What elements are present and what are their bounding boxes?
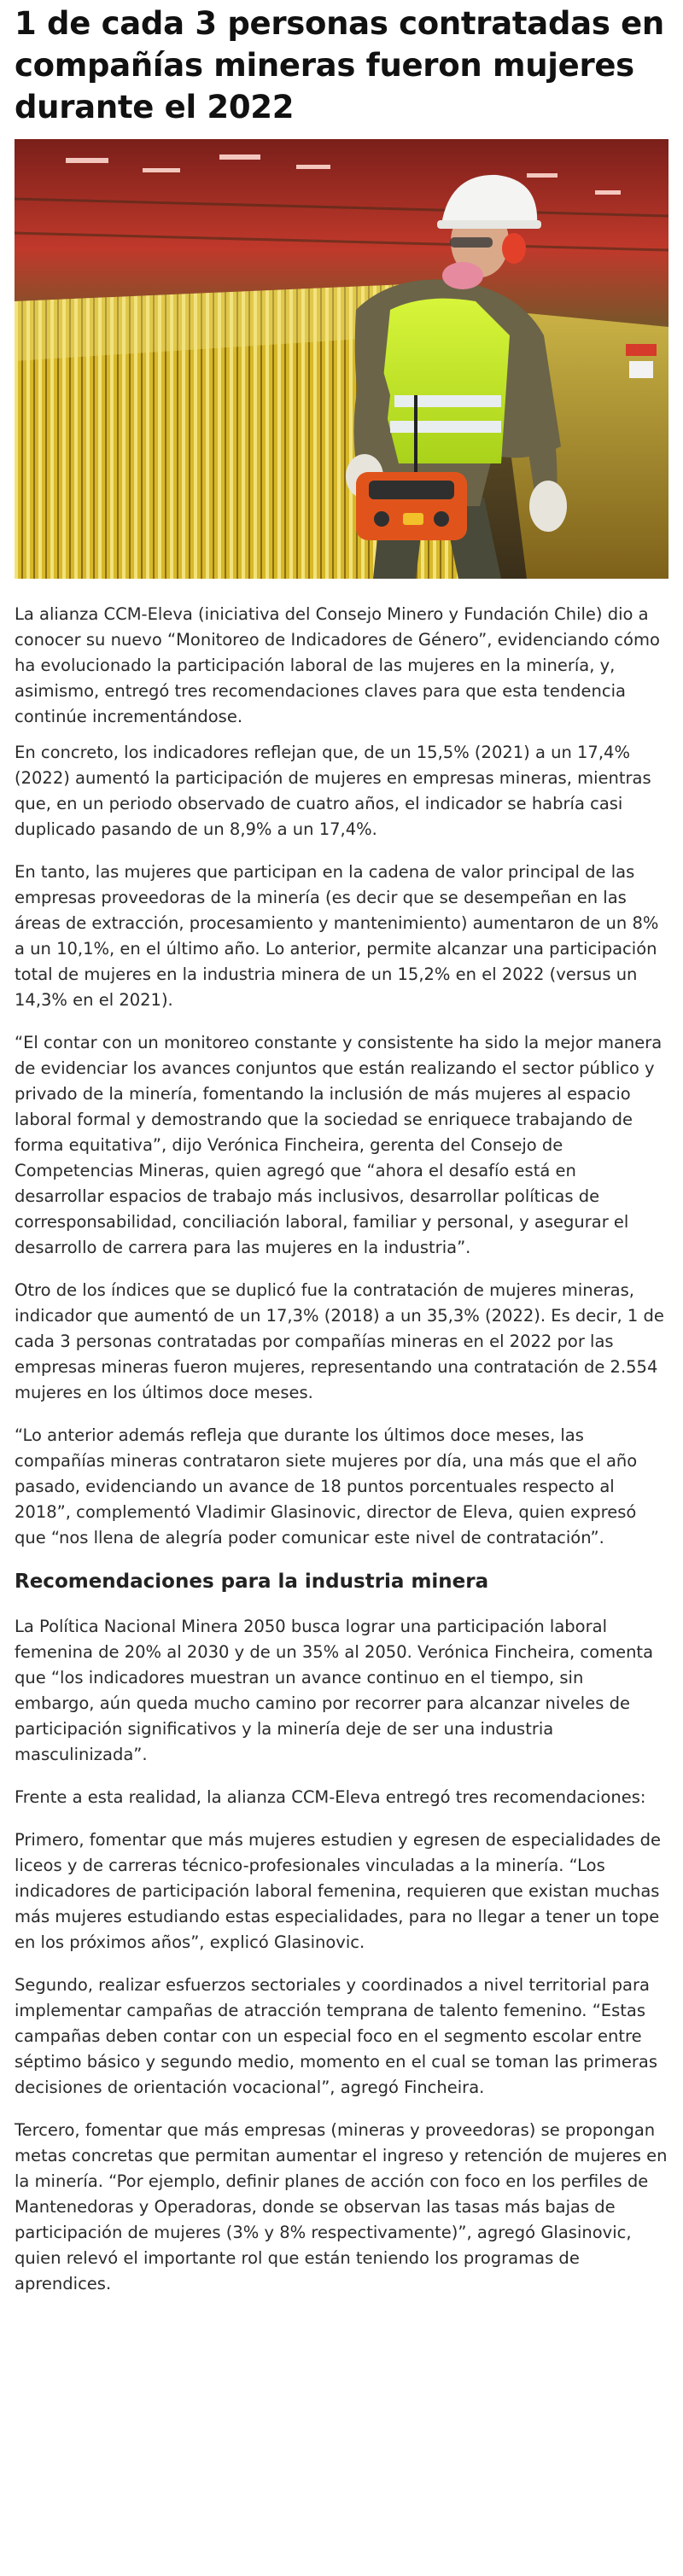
paragraph: Otro de los índices que se duplicó fue la contratación de mujeres mineras, indicador que aumentó de un 17,3% (2018) a un 35,3% (2022). Es decir, 1 de cada 3 personas contratadas por compañías mineras en el 2022 por las empresas mineras fueron mujeres, representando una contratación de 2.554 mujeres en los últimos doce meses. [15,1280,664,1402]
paragraph: La alianza CCM-Eleva (iniciativa del Consejo Minero y Fundación Chile) dio a conocer su nuevo “Monitoreo de Indicadores de Género”, evidenciando cómo ha evolucionado la participación laboral de las mujeres en la minería, y, asimismo, entregó tres recomendaciones claves para que esta tendencia continúe incrementándose. [15,604,660,726]
section-heading: Recomendaciones para la industria minera [15,1571,489,1593]
paragraph: Tercero, fomentar que más empresas (mineras y proveedoras) se propongan metas concretas que permitan aumentar el ingreso y retención de mujeres en la minería. “Por ejemplo, definir planes de acción con foco en los perfiles de Mantenedoras y Operadoras, donde se observan las tasas más bajas de participación de mujeres (3% y 8% respectivamente)”, agregó Glasinovic, quien relevó el importante rol que están teniendo los programas de aprendices. [15,2120,668,2293]
paragraph: En concreto, los indicadores reflejan que, de un 15,5% (2021) a un 17,4% (2022) aumentó la participación de mujeres en empresas mineras, mientras que, en un periodo observado de cuatro años, el indicador se habría casi duplicado pasando de un 8,9% a un 17,4%. [15,743,651,839]
article-title: 1 de cada 3 personas contratadas en compañías mineras fueron mujeres durante el 2022 [15,5,664,125]
paragraph: En tanto, las mujeres que participan en la cadena de valor principal de las empresas proveedoras de la minería (es decir que se desempeñan en las áreas de extracción, procesamiento y mantenimiento) aumentaron de un 8% a un 10,1%, en el último año. Lo anterior, permite alcanzar una participación total de mujeres en la industria minera de un 15,2% en el 2022 (versus un 14,3% en el 2021). [15,862,659,1010]
hero-image [15,139,668,579]
paragraph: Primero, fomentar que más mujeres estudien y egresen de especialidades de liceos y de carreras técnico-profesionales vinculadas a la minería. “Los indicadores de participación laboral femenina, requieren que existan muchas más mujeres estudiando estas especialidades, para no llegar a tener un tope en los próximos años”, explicó Glasinovic. [15,1830,662,1952]
paragraph: “Lo anterior además refleja que durante los últimos doce meses, las compañías mineras contrataron siete mujeres por día, una más que el año pasado, evidenciando un avance de 18 puntos porcentuales respecto al 2018”, complementó Vladimir Glasinovic, director de Eleva, quien expresó que “nos llena de alegría poder comunicar este nivel de contratación”. [15,1425,638,1547]
paragraph: Frente a esta realidad, la alianza CCM-Eleva entregó tres recomendaciones: [15,1787,646,1807]
paragraph: Segundo, realizar esfuerzos sectoriales y coordinados a nivel territorial para implementar campañas de atracción temprana de talento femenino. “Estas campañas deben contar con un especial foco en el segmento escolar entre séptimo básico y segundo medio, momento en el cual se toman las primeras decisiones de orientación vocacional”, agregó Fincheira. [15,1975,658,2097]
paragraph: La Política Nacional Minera 2050 busca lograr una participación laboral femenina de 20% al 2030 y de un 35% al 2050. Verónica Fincheira, comenta que “los indicadores muestran un avance continuo en el tiempo, sin embargo, aún queda mucho camino por recorrer para alcanzar niveles de participación significativos y la minería deje de ser una industria masculinizada”. [15,1617,654,1764]
paragraph: “El contar con un monitoreo constante y consistente ha sido la mejor manera de evidenciar los avances conjuntos que están realizando el sector público y privado de la minería, fomentando la inclusión de más mujeres al espacio laboral formal y demostrando que la sociedad se enriquece trabajando de forma equitativa”, dijo Verónica Fincheira, gerenta del Consejo de Competencias Mineras, quien agregó que “ahora el desafío está en desarrollar espacios de trabajo más inclusivos, desarrollar políticas de corresponsabilidad, conciliación laboral, familiar y personal, y asegurar el desarrollo de carrera para las mujeres en la industria”. [15,1033,663,1257]
article-body [15,602,668,2297]
